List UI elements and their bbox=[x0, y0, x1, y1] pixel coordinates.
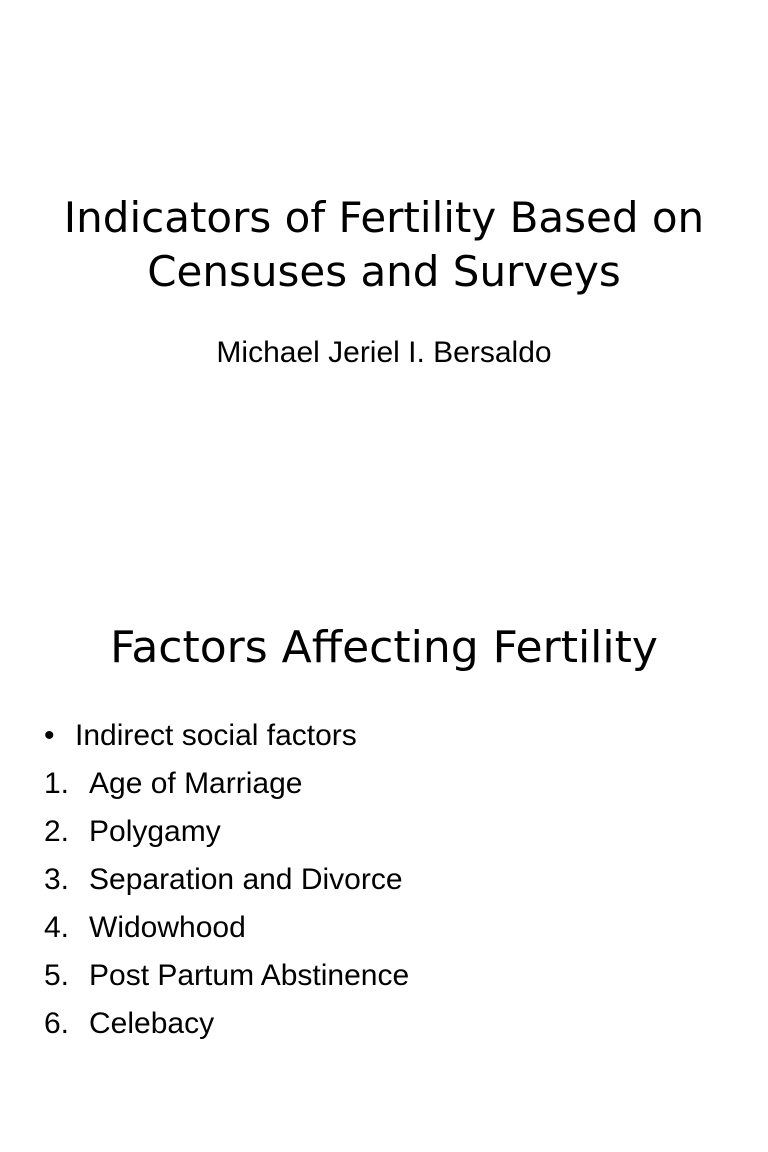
factor-list bbox=[44, 712, 724, 1048]
list-item bbox=[44, 1000, 724, 1048]
list-number: 1. bbox=[44, 767, 70, 800]
list-item-text: Separation and Divorce bbox=[89, 863, 403, 896]
list-number: 2. bbox=[44, 815, 70, 848]
list-number: 4. bbox=[44, 911, 70, 944]
list-item bbox=[44, 952, 724, 1000]
list-item-text: Polygamy bbox=[89, 815, 221, 848]
author-name: Michael Jeriel I. Bersaldo bbox=[216, 336, 552, 369]
slide-title: Indicators of Fertility Based on Censuses and Surveys bbox=[63, 193, 705, 296]
slide-title: Factors Affecting Fertility bbox=[110, 622, 658, 673]
list-item bbox=[44, 856, 724, 904]
list-item-text: Indirect social factors bbox=[75, 719, 357, 752]
bullet-marker: • bbox=[44, 719, 55, 752]
list-item-text: Celebacy bbox=[89, 1007, 215, 1040]
list-item bbox=[44, 760, 724, 808]
list-item-text: Widowhood bbox=[89, 911, 246, 944]
list-item-text: Post Partum Abstinence bbox=[89, 959, 410, 992]
list-number: 5. bbox=[44, 959, 70, 992]
list-item bbox=[44, 808, 724, 856]
list-item bbox=[44, 904, 724, 952]
list-item bbox=[44, 712, 724, 760]
list-number: 6. bbox=[44, 1007, 70, 1040]
list-number: 3. bbox=[44, 863, 70, 896]
list-item-text: Age of Marriage bbox=[89, 767, 303, 800]
content-slide bbox=[0, 576, 768, 1152]
